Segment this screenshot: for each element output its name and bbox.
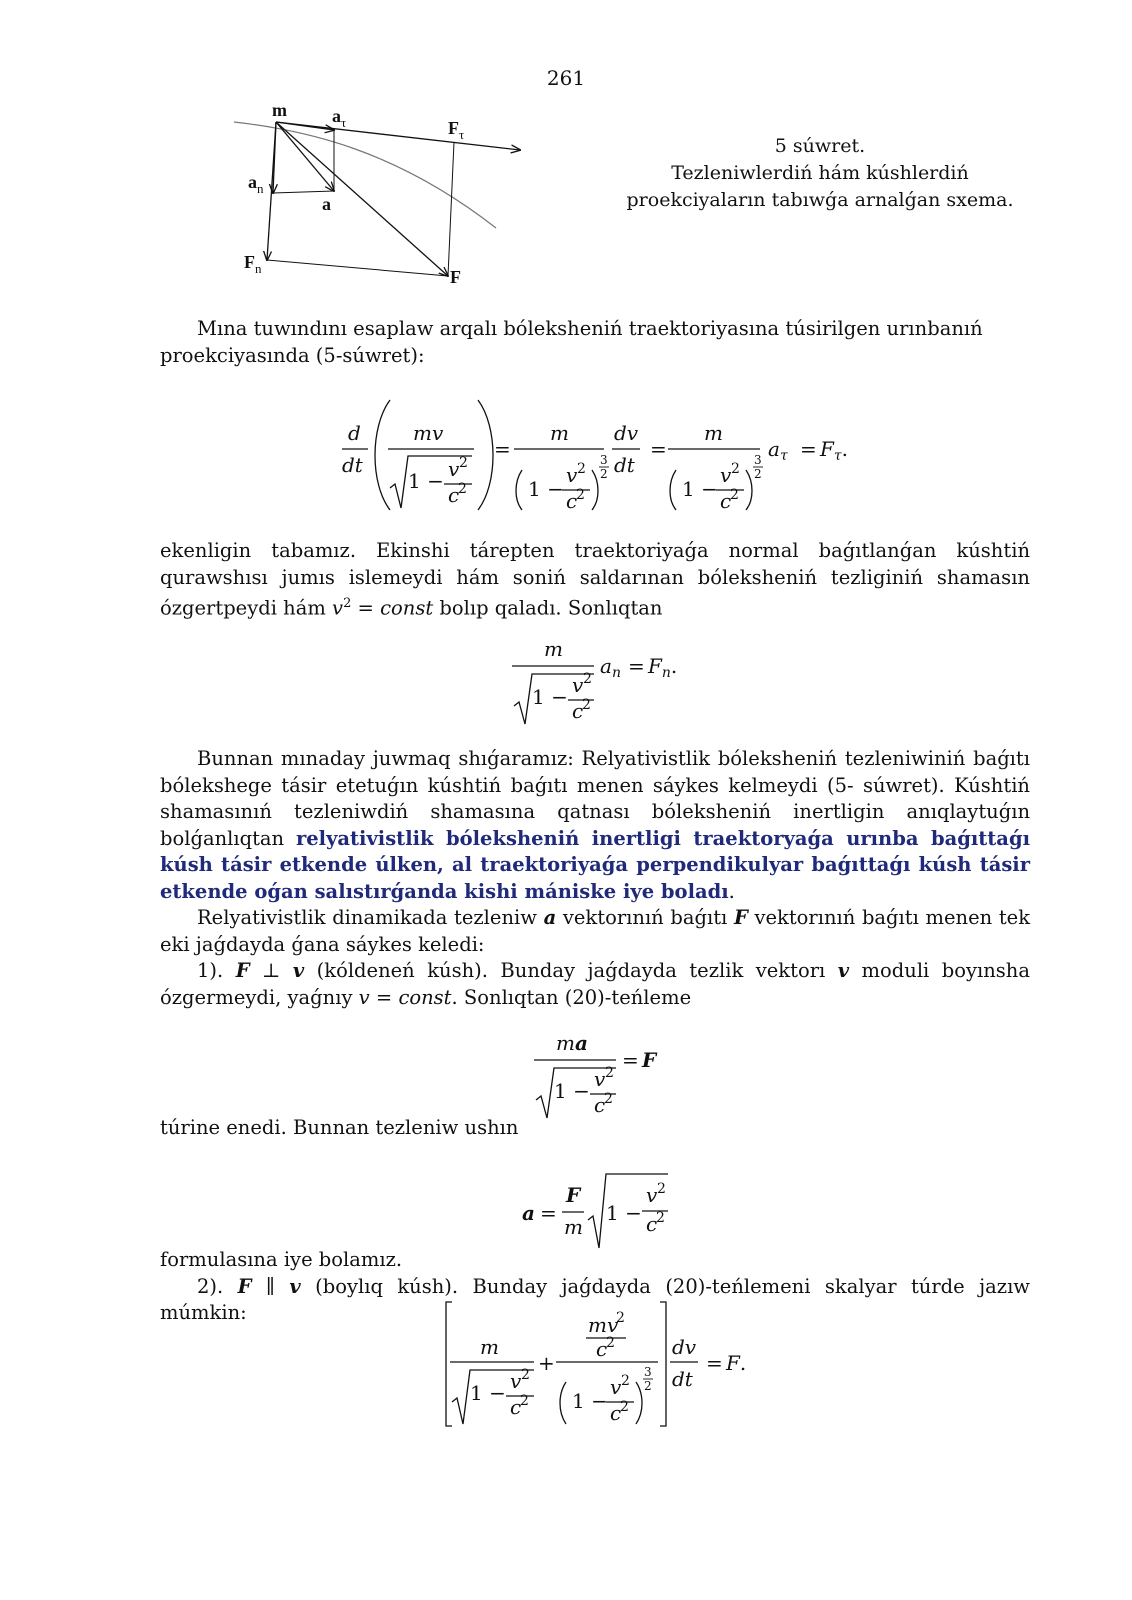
svg-text:mv: mv [588,1313,619,1337]
svg-text:v: v [594,1067,606,1091]
svg-text:d: d [348,421,361,445]
svg-text:1 −: 1 − [682,477,718,501]
svg-text:v: v [720,463,732,487]
paragraph-1: Mına tuwındını esaplaw arqalı bóleksheniń traektoriyasına túsirilgen urınbanıń proekciyasında (5-súwret): [160,317,983,367]
svg-text:v: v [610,1375,622,1399]
svg-text:=: = [540,1201,557,1225]
svg-text:dv: dv [672,1335,697,1359]
svg-text:2: 2 [600,467,608,481]
page-number: 261 [546,66,586,90]
svg-text:c: c [594,1093,606,1117]
svg-text:2: 2 [731,461,740,477]
svg-text:2: 2 [520,1393,529,1409]
equation-acceleration [518,1168,678,1252]
svg-text:2: 2 [657,1181,666,1197]
svg-text:2: 2 [458,481,467,497]
paragraph-8: 2). F ∥ v (boylıq kúsh). Bunday jaǵdayda (20)-teńlemeni skalyar túrde jazıw múmkin: [160,1274,1031,1324]
svg-text:=: = [622,1048,639,1072]
svg-text:2: 2 [656,1210,665,1226]
svg-text:c: c [566,489,578,513]
svg-text:dv: dv [614,421,639,445]
svg-text:3: 3 [754,453,762,467]
f-arrow [276,122,448,276]
svg-text:c: c [572,699,584,723]
label-m: m [272,100,287,120]
svg-text:1 −: 1 − [554,1079,590,1103]
paragraph-4: Relyativistlik dinamikada tezleniw a vektorınıń baǵıtı F vektorınıń baǵıtı menen tek eki jaǵdayda ǵana sáykes keledi: [160,906,1031,956]
svg-text:1 −: 1 − [606,1201,642,1225]
svg-text:ma: ma [556,1031,588,1055]
svg-text:1 −: 1 − [572,1389,608,1413]
a-arrow [276,122,334,191]
svg-text:1 −: 1 − [470,1381,506,1405]
svg-text:2: 2 [754,467,762,481]
label-a-n: $a_n$ [248,172,264,196]
svg-text:2: 2 [616,1310,625,1326]
svg-text:3: 3 [644,1365,652,1379]
svg-text:=: = [706,1351,723,1375]
paragraph-2: ekenligin tabamız. Ekinshi tárepten traektoriyaǵa normal baǵıtlanǵan kúshtiń qurawshısı jumıs islemeydi hám soniń saldarınan bóleksheniń tezliginiń shamasın ózgertpeydi hám $v^2$ = const bolıp qaladı. Sonlıqtan [160,539,1030,620]
equation-transverse [530,1028,670,1120]
svg-text:v: v [646,1183,658,1207]
svg-text:c: c [596,1337,608,1361]
svg-text:F: F [642,1048,657,1072]
svg-text:Fn.: $F_n$. [648,654,678,681]
svg-text:2: 2 [583,671,592,687]
f-n-arrow [267,122,276,260]
svg-text:=: = [494,437,511,461]
svg-text:F: F [566,1183,581,1207]
svg-text:m: m [480,1335,499,1359]
svg-text:dt: dt [672,1367,693,1391]
svg-text:1 −: 1 − [408,469,444,493]
svg-text:=: = [800,437,817,461]
svg-text:c: c [646,1212,658,1236]
paragraph-7: formulasına iye bolamız. 2). F ∥ v (boylıq kúsh). Bunday jaǵdayda (20)-teńlemeni skalyar túrde jazıw múmkin: [160,1247,1030,1327]
svg-text:2: 2 [582,697,591,713]
svg-text:m: m [564,1215,583,1239]
svg-text:2: 2 [620,1399,629,1415]
svg-text:v: v [510,1369,522,1393]
svg-text:2: 2 [621,1373,630,1389]
svg-text:2: 2 [644,1379,652,1393]
svg-text:F.: F. [726,1351,747,1375]
highlighted-conclusion: relyativistlik bóleksheniń inertligi traektoryaǵa urınba baǵıttaǵı kúsh tásir etkende úlken, al traektoriyaǵa perpendikulyar baǵıttaǵı kúsh tásir etkende oǵan salıstırǵanda kishi mániske iye boladı [160,826,1030,903]
svg-text:aτ: $a_\tau$ [768,437,788,464]
svg-text:2: 2 [577,461,586,477]
svg-text:2: 2 [576,487,585,503]
svg-text:c: c [448,483,460,507]
equation-longitudinal [440,1300,760,1430]
svg-text:2: 2 [605,1065,614,1081]
figure-caption: 5 súwret. Tezleniwlerdiń hám kúshlerdiń proekciyaların tabıwǵa arnalǵan sxema. [626,135,1014,211]
svg-text:v: v [448,457,460,481]
svg-text:v: v [572,673,584,697]
paragraph-6: túrine enedi. Bunnan tezleniw ushın [160,1116,519,1139]
equation-tangential [338,392,858,518]
label-f: F [450,267,461,287]
svg-text:2: 2 [730,487,739,503]
svg-text:dt: dt [342,453,363,477]
svg-text:=: = [650,437,667,461]
label-f-n: $F_n$ [244,252,262,276]
paragraph-5: 1). F ⊥ v (kóldeneń kúsh). Bunday jaǵdayda tezlik vektorı v moduli boyınsha ózgermeydi, yaǵnıy v = const. Sonlıqtan (20)-teńleme [160,959,1030,1009]
svg-text:a: a [522,1201,535,1225]
svg-text:m: m [704,421,723,445]
svg-text:=: = [628,654,645,678]
svg-text:an: $a_n$ [600,654,621,681]
svg-text:m: m [544,637,563,661]
paragraph-3: Bunnan mınaday juwmaq shıǵaramız: Relyativistlik bóleksheniń tezleniwiniń baǵıtı bólekshege tásir etetuǵın kúshtiń baǵıtı menen sáykes kelmeydi (5- súwret). Kúshtiń shamasınıń tezleniwdiń shamasına qatnası bóleksheniń inertligin anıqlaytuǵın bolǵanlıqtan relyativistlik bóleksheniń inertligi traektoryaǵa urınba baǵıttaǵı kúsh tásir etkende úlken, al traektoriyaǵa perpendikulyar baǵıttaǵı kúsh tásir etkende oǵan salıstırǵanda kishi mániske iye boladı. Relyativistlik dinamikada tezleniw a vektorınıń baǵıtı F vektorınıń baǵıtı menen tek eki jaǵdayda ǵana sáykes keledi: 1). F ⊥ v (kóldeneń kúsh). Bunday jaǵdayda tezlik vektorı v moduli boyınsha ózgermeydi, yaǵnıy v = const. Sonlıqtan (20)-teńleme [160,746,1030,1011]
svg-text:mv: mv [413,421,444,445]
svg-text:2: 2 [606,1335,615,1351]
a-tau-arrow [276,122,334,130]
label-f-tau: $F_\tau$ [448,118,465,142]
svg-text:Fτ.: $F_\tau$. [820,437,848,464]
svg-text:1 −: 1 − [532,685,568,709]
svg-text:2: 2 [521,1367,530,1383]
svg-text:+: + [538,1351,555,1375]
figure-5-vector-diagram [226,100,536,290]
label-a-tau: $a_\tau$ [332,106,347,130]
svg-text:v: v [566,463,578,487]
svg-text:3: 3 [600,453,608,467]
svg-text:2: 2 [459,455,468,471]
svg-text:2: 2 [604,1091,613,1107]
svg-text:dt: dt [614,453,635,477]
svg-text:m: m [550,421,569,445]
svg-text:c: c [610,1401,622,1425]
label-a: a [322,194,331,214]
equation-normal [508,636,698,726]
svg-text:1 −: 1 − [528,477,564,501]
svg-text:c: c [720,489,732,513]
svg-text:c: c [510,1395,522,1419]
